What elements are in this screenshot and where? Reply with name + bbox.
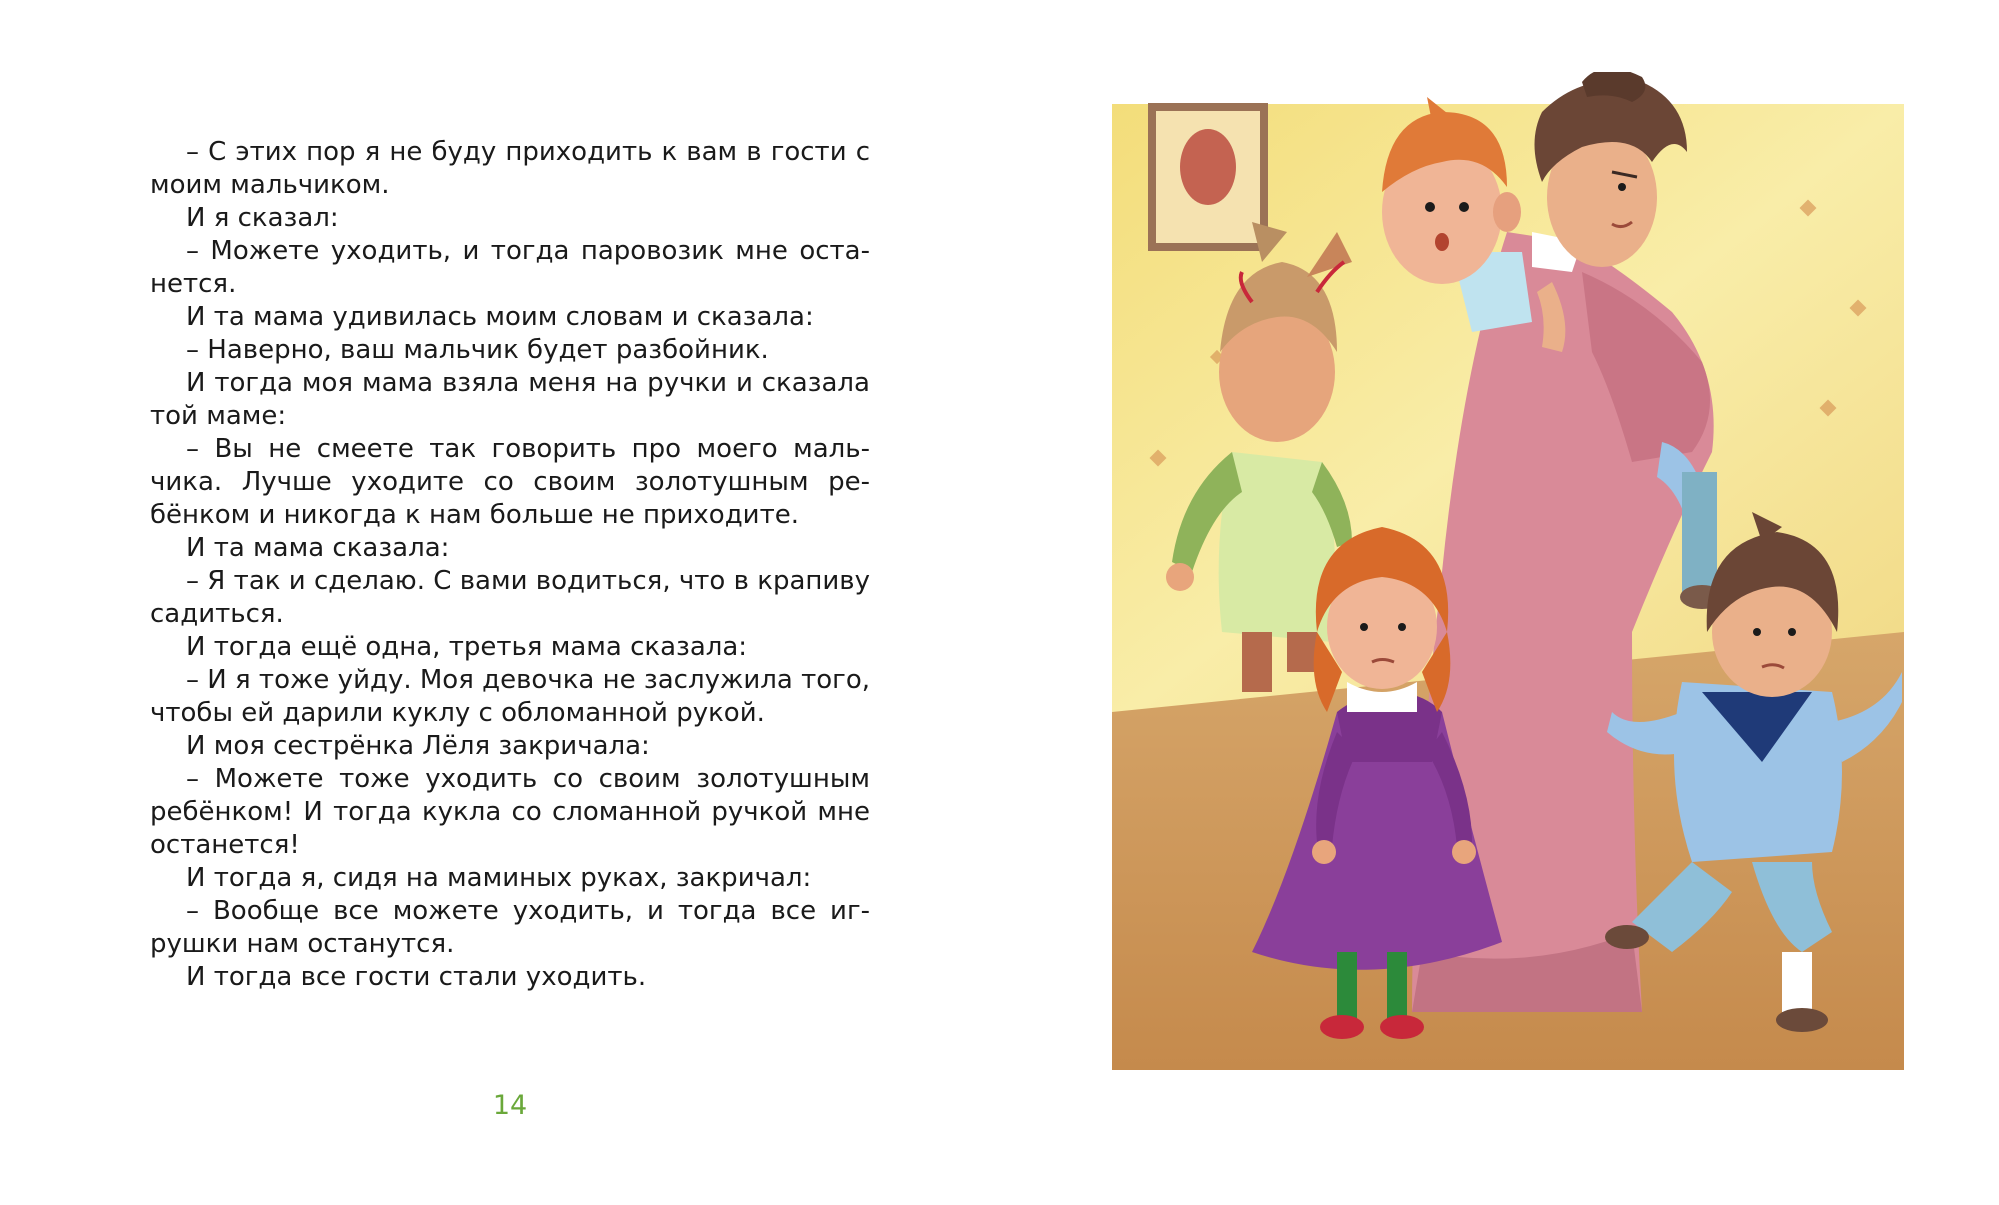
paragraph: – И я тоже уйду. Моя девочка не заслужила того, чтобы ей дарили куклу с обломанной рукой. bbox=[150, 665, 870, 728]
page-number: 14 bbox=[492, 1090, 528, 1121]
paragraph: И тогда моя мама взяла меня на ручки и сказала той маме: bbox=[150, 368, 870, 431]
paragraph: И моя сестрёнка Лёля закричала: bbox=[186, 731, 650, 761]
paragraph: И та мама удивилась моим словам и сказала: bbox=[186, 302, 814, 332]
paragraph: – Вообще все можете уходить, и тогда все игрушки нам останутся. bbox=[150, 896, 870, 959]
story-text bbox=[150, 136, 870, 994]
wall-picture-inner bbox=[1180, 129, 1236, 205]
paragraph: И та мама сказала: bbox=[186, 533, 450, 563]
illustration-svg bbox=[1112, 72, 1904, 1070]
paragraph: – Вы не смеете так говорить про моего мальчика. Лучше уходите со своим золотушным ребёнком и никогда к нам больше не приходите. bbox=[150, 434, 870, 530]
paragraph: И я сказал: bbox=[186, 203, 339, 233]
paragraph: И тогда все гости стали уходить. bbox=[186, 962, 647, 992]
paragraph: – Я так и сделаю. С вами водиться, что в крапиву садиться. bbox=[150, 566, 870, 629]
children-and-mother-illustration bbox=[1112, 72, 1904, 1070]
paragraph: И тогда ещё одна, третья мама сказала: bbox=[186, 632, 748, 662]
paragraph: – Можете уходить, и тогда паровозик мне останется. bbox=[150, 236, 870, 299]
paragraph: И тогда я, сидя на маминых руках, закричал: bbox=[186, 863, 812, 893]
paragraph: – С этих пор я не буду приходить к вам в гости с моим мальчиком. bbox=[150, 137, 870, 200]
paragraph: – Можете тоже уходить со своим золотушным ребёнком! И тогда кукла со сломанной ручкой мне останется! bbox=[150, 764, 870, 860]
paragraph: – Наверно, ваш мальчик будет разбойник. bbox=[186, 335, 769, 365]
